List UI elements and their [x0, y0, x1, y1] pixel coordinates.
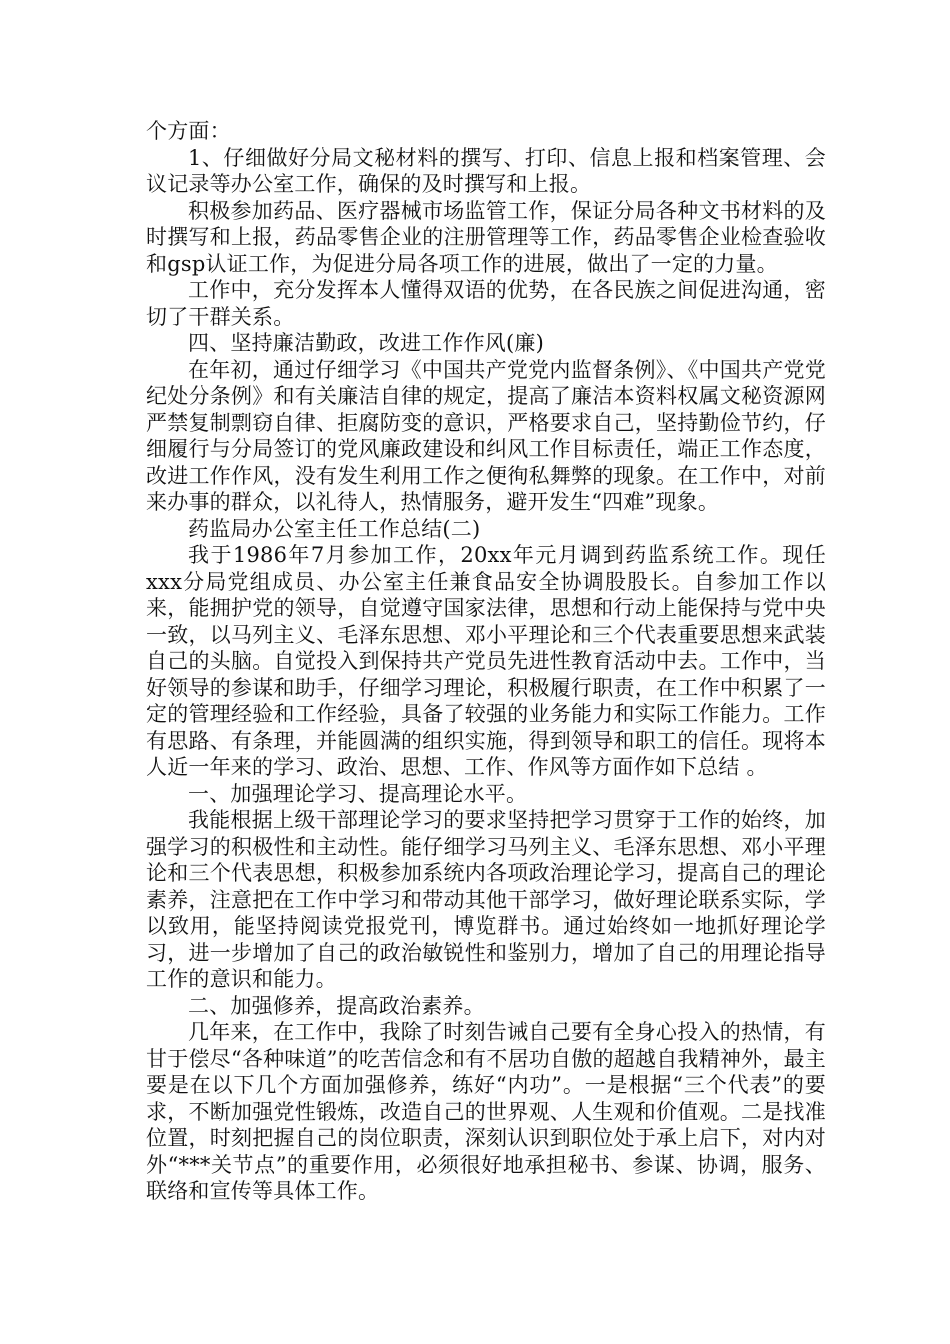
paragraph-theory-study: 我能根据上级干部理论学习的要求坚持把学习贯穿于工作的始终，加强学习的积极性和主动性。能仔细学习马列主义、毛泽东思想、邓小平理论和三个代表思想，积极参加系统内各项政治理论学习，提高自己的理论素养，注意把在工作中学习和带动其他干部学习，做好理论联系实际，学以致用，能坚持阅读党报党刊，博览群书。通过始终如一地抓好理论学习，进一步增加了自己的政治敏锐性和鉴别力，增加了自己的用理论指导工作的意识和能力。	[146, 808, 826, 991]
document-subtitle-two: 药监局办公室主任工作总结(二)	[188, 516, 481, 541]
section-heading-two: 二、加强修养，提高政治素养。	[188, 993, 485, 1018]
paragraph-market-supervision: 积极参加药品、医疗器械市场监管工作，保证分局各种文书材料的及时撰写和上报，药品零售企业的注册管理等工作，药品零售企业检查验收和gsp认证工作，为促进分局各项工作的进展，做出了一定的力量。	[146, 198, 826, 276]
paragraph-bilingual: 工作中，充分发挥本人懂得双语的优势，在各民族之间促进沟通，密切了干群关系。	[146, 278, 826, 329]
paragraph-continuation: 个方面：	[146, 119, 231, 143]
paragraph-item-1: 1、仔细做好分局文秘材料的撰写、打印、信息上报和档案管理、会议记录等办公室工作，确保的及时撰写和上报。	[146, 145, 826, 196]
section-heading-four: 四、坚持廉洁勤政，改进工作作风(廉)	[188, 331, 544, 355]
section-heading-one: 一、加强理论学习、提高理论水平。	[188, 781, 528, 806]
paragraph-introduction: 我于1986年7月参加工作，20xx年元月调到药监系统工作。现任xxx分局党组成员、办公室主任兼食品安全协调股股长。自参加工作以来，能拥护党的领导，自觉遵守国家法律，思想和行动上能保持与党中央一致，以马列主义、毛泽东思想、邓小平理论和三个代表重要思想来武装自己的头脑。自觉投入到保持共产党员先进性教育活动中去。工作中，当好领导的参谋和助手，仔细学习理论，积极履行职责，在工作中积累了一定的管理经验和工作经验，具备了较强的业务能力和实际工作能力。工作有思路、有条理，并能圆满的组织实施，得到领导和职工的信任。现将本人近一年来的学习、政治、思想、工作、作风等方面作如下总结 。	[146, 543, 826, 779]
paragraph-integrity: 在年初，通过仔细学习《中国共产党党内监督条例》、《中国共产党党纪处分条例》和有关廉洁自律的规定，提高了廉洁本资料权属文秘资源网严禁复制剽窃自律、拒腐防变的意识，严格要求自己，坚持勤俭节约，仔细履行与分局签订的党风廉政建设和纠风工作目标责任，端正工作态度，改进工作作风，没有发生利用工作之便徇私舞弊的现象。在工作中，对前来办事的群众，以礼待人，热情服务，避开发生“四难”现象。	[146, 357, 826, 514]
document-body	[146, 118, 826, 1205]
paragraph-self-cultivation: 几年来，在工作中，我除了时刻告诫自己要有全身心投入的热情，有甘于偿尽“各种味道”的吃苦信念和有不居功自傲的超越自我精神外，最主要是在以下几个方面加强修养，练好“内功”。一是根据“三个代表”的要求，不断加强党性锻炼，改造自己的世界观、人生观和价值观。二是找准位置，时刻把握自己的岗位职责，深刻认识到职位处于承上启下，对内对外“***关节点”的重要作用，必须很好地承担秘书、参谋、协调，服务、联络和宣传等具体工作。	[146, 1020, 826, 1203]
